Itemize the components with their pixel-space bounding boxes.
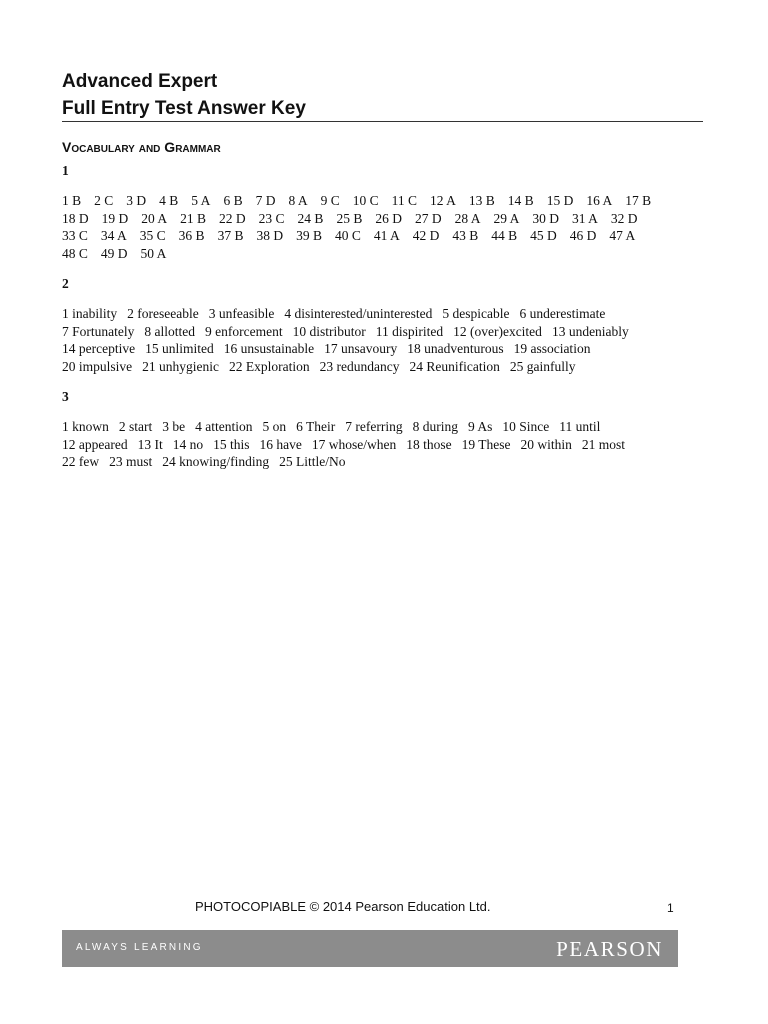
answer-item: 8 allotted bbox=[144, 323, 195, 339]
answer-item: 39 B bbox=[296, 228, 322, 244]
brand-tagline: ALWAYS LEARNING bbox=[76, 942, 203, 953]
answer-item: 32 D bbox=[610, 210, 638, 226]
answer-line bbox=[62, 192, 712, 210]
answer-item: 44 B bbox=[491, 228, 518, 244]
answer-item: 14 B bbox=[507, 193, 534, 208]
answer-item: 20 impulsive bbox=[62, 358, 133, 374]
answer-item: 24 knowing/finding bbox=[162, 454, 270, 470]
answer-line bbox=[62, 436, 712, 454]
answer-item: 10 Since bbox=[502, 419, 550, 434]
answer-item: 25 Little/No bbox=[279, 454, 346, 470]
answer-item: 28 A bbox=[454, 210, 481, 226]
answer-item: 6 B bbox=[223, 193, 243, 208]
brand-bar bbox=[62, 930, 678, 967]
answer-item: 22 few bbox=[62, 454, 100, 470]
answer-item: 6 Their bbox=[296, 419, 336, 434]
answer-item: 46 D bbox=[569, 228, 597, 244]
answer-item: 14 no bbox=[172, 436, 204, 452]
pearson-logo: PEARSON bbox=[556, 937, 663, 961]
answer-item: 12 appeared bbox=[62, 436, 128, 452]
answer-item: 15 D bbox=[546, 193, 574, 208]
answer-item: 2 start bbox=[118, 419, 153, 434]
answer-item: 19 D bbox=[101, 210, 129, 226]
answer-item: 9 enforcement bbox=[205, 323, 283, 339]
answer-item: 6 underestimate bbox=[519, 306, 606, 321]
answer-item: 15 unlimited bbox=[145, 341, 214, 357]
exercise-number: 2 bbox=[62, 276, 69, 291]
answer-item: 22 D bbox=[219, 210, 246, 226]
answer-item: 21 most bbox=[581, 436, 625, 452]
answer-item: 34 A bbox=[100, 228, 127, 244]
answer-item: 16 unsustainable bbox=[223, 341, 315, 357]
answer-item: 23 C bbox=[258, 210, 285, 226]
answer-item: 13 It bbox=[137, 436, 163, 452]
exercise-2 bbox=[62, 275, 712, 375]
answer-item: 1 known bbox=[62, 419, 109, 434]
answer-item: 36 B bbox=[178, 228, 205, 244]
answer-item: 1 B bbox=[62, 193, 82, 208]
answer-item: 13 undeniably bbox=[551, 323, 629, 339]
answer-item: 24 B bbox=[297, 210, 324, 226]
answer-item: 29 A bbox=[493, 210, 520, 226]
answer-item: 27 D bbox=[414, 210, 442, 226]
answer-item: 43 B bbox=[452, 228, 479, 244]
answer-item: 16 have bbox=[259, 436, 302, 452]
answer-item: 4 attention bbox=[195, 419, 253, 434]
answer-line bbox=[62, 453, 712, 471]
answer-item: 18 unadventurous bbox=[407, 341, 504, 357]
answer-line bbox=[62, 323, 712, 341]
answer-item: 7 D bbox=[255, 193, 276, 208]
answer-item: 30 D bbox=[532, 210, 559, 226]
answer-item: 5 A bbox=[191, 193, 211, 208]
answer-item: 26 D bbox=[375, 210, 402, 226]
answer-item: 1 inability bbox=[62, 306, 118, 321]
page-subtitle: Full Entry Test Answer Key bbox=[62, 98, 306, 119]
answer-item: 15 this bbox=[213, 436, 250, 452]
answer-item: 12 (over)excited bbox=[453, 323, 542, 339]
answer-item: 16 A bbox=[586, 193, 613, 208]
exercise-1 bbox=[62, 162, 712, 262]
answer-item: 9 As bbox=[467, 419, 493, 434]
answer-block bbox=[62, 192, 712, 262]
answer-item: 11 dispirited bbox=[375, 323, 444, 339]
answer-item: 10 distributor bbox=[292, 323, 366, 339]
answer-item: 24 Reunification bbox=[409, 358, 500, 374]
answer-item: 5 on bbox=[262, 419, 287, 434]
answer-item: 13 B bbox=[468, 193, 495, 208]
answer-line bbox=[62, 340, 712, 358]
answer-line bbox=[62, 358, 712, 376]
answer-item: 5 despicable bbox=[442, 306, 510, 321]
answer-item: 23 must bbox=[109, 454, 153, 470]
answer-item: 18 D bbox=[62, 210, 89, 226]
answer-item: 19 These bbox=[461, 436, 511, 452]
answer-item: 22 Exploration bbox=[229, 358, 310, 374]
answer-item: 7 referring bbox=[345, 419, 403, 434]
answer-item: 20 within bbox=[520, 436, 572, 452]
answer-item: 3 D bbox=[126, 193, 147, 208]
answer-item: 33 C bbox=[62, 228, 88, 244]
exercise-number: 3 bbox=[62, 389, 69, 404]
answer-item: 37 B bbox=[217, 228, 244, 244]
answer-item: 12 A bbox=[430, 193, 456, 208]
answer-item: 47 A bbox=[609, 228, 636, 244]
answer-line bbox=[62, 305, 712, 323]
answer-item: 31 A bbox=[571, 210, 598, 226]
answer-item: 9 C bbox=[320, 193, 340, 208]
answer-item: 50 A bbox=[140, 245, 167, 261]
answer-item: 17 whose/when bbox=[311, 436, 397, 452]
answer-item: 48 C bbox=[62, 245, 88, 261]
answer-item: 11 C bbox=[391, 193, 418, 208]
exercise-number: 1 bbox=[62, 163, 69, 178]
answer-item: 8 during bbox=[412, 419, 458, 434]
answer-item: 14 perceptive bbox=[62, 341, 136, 357]
answer-item: 40 C bbox=[334, 228, 361, 244]
answer-item: 35 C bbox=[139, 228, 166, 244]
section-heading: Vocabulary and Grammar bbox=[62, 139, 221, 155]
answer-block bbox=[62, 305, 712, 375]
answer-item: 2 C bbox=[94, 193, 114, 208]
answer-item: 21 B bbox=[180, 210, 207, 226]
answer-item: 20 A bbox=[141, 210, 168, 226]
answer-line bbox=[62, 418, 712, 436]
answer-item: 2 foreseeable bbox=[127, 306, 199, 321]
title-divider bbox=[62, 121, 703, 122]
answer-item: 4 disinterested/uninterested bbox=[284, 306, 433, 321]
answer-item: 4 B bbox=[159, 193, 179, 208]
answer-item: 10 C bbox=[352, 193, 379, 208]
answer-item: 11 until bbox=[559, 419, 601, 434]
exercise-3 bbox=[62, 388, 712, 471]
footer-copyright: PHOTOCOPIABLE © 2014 Pearson Education Ltd. bbox=[195, 899, 491, 914]
answer-block bbox=[62, 418, 712, 471]
answer-item: 3 unfeasible bbox=[208, 306, 275, 321]
answer-item: 21 unhygienic bbox=[142, 358, 219, 374]
answer-line bbox=[62, 245, 712, 263]
answer-item: 8 A bbox=[288, 193, 308, 208]
answer-item: 25 gainfully bbox=[509, 358, 576, 374]
answer-item: 49 D bbox=[100, 245, 128, 261]
page-number: 1 bbox=[667, 901, 674, 915]
answer-item: 17 unsavoury bbox=[324, 341, 398, 357]
answer-item: 41 A bbox=[373, 228, 400, 244]
answer-item: 45 D bbox=[530, 228, 557, 244]
answer-item: 23 redundancy bbox=[319, 358, 400, 374]
answer-item: 25 B bbox=[336, 210, 363, 226]
answer-item: 42 D bbox=[412, 228, 440, 244]
answer-item: 7 Fortunately bbox=[62, 323, 135, 339]
answer-item: 19 association bbox=[513, 341, 591, 357]
answer-item: 38 D bbox=[256, 228, 284, 244]
answer-item: 18 those bbox=[406, 436, 452, 452]
answer-line bbox=[62, 227, 712, 245]
answer-line bbox=[62, 210, 712, 228]
answer-item: 3 be bbox=[162, 419, 186, 434]
answer-item: 17 B bbox=[625, 193, 652, 208]
page-title: Advanced Expert bbox=[62, 71, 218, 92]
